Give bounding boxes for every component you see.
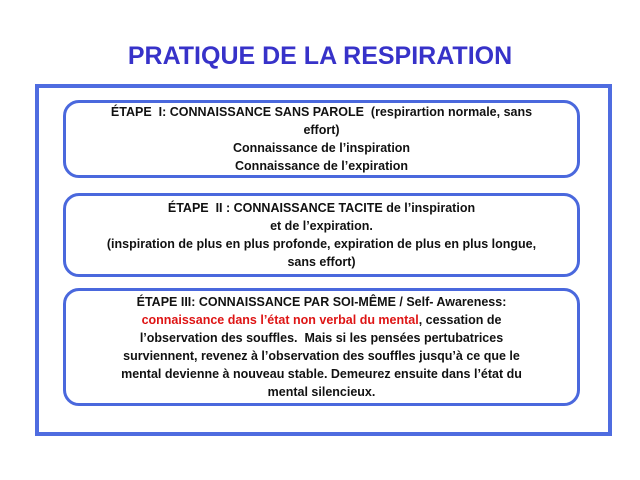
text-line: mental devienne à nouveau stable. Demeurez ensuite dans l’état du [121,367,522,381]
text-line: ÉTAPE I: CONNAISSANCE SANS PAROLE (respirartion normale, sans [110,105,533,119]
text-segment: , cessation de [418,313,502,327]
text-line: effort) [303,123,340,137]
text-line: ÉTAPE III: CONNAISSANCE PAR SOI-MÊME / Self- Awareness: [136,295,507,309]
text-line: ÉTAPE II : CONNAISSANCE TACITE de l’inspiration [167,201,476,215]
text-line: sans effort) [287,255,356,269]
etape-1-box [63,100,580,178]
text-line-mixed [142,311,502,329]
text-line: Connaissance de l’inspiration [232,141,411,155]
text-line: et de l’expiration. [270,219,373,233]
etape-3-box [63,288,580,406]
highlighted-text: connaissance dans l’état non verbal du mental [141,313,419,327]
text-line: mental silencieux. [267,385,376,399]
text-line: Connaissance de l’expiration [235,159,408,173]
text-line: l’observation des souffles. Mais si les pensées pertubatrices [139,331,504,345]
etape-2-box [63,193,580,277]
text-line: surviennent, revenez à l’observation des souffles jusqu’à ce que le [123,349,520,363]
text-line: (inspiration de plus en plus profonde, expiration de plus en plus longue, [106,237,537,251]
slide-title: PRATIQUE DE LA RESPIRATION [127,42,513,70]
